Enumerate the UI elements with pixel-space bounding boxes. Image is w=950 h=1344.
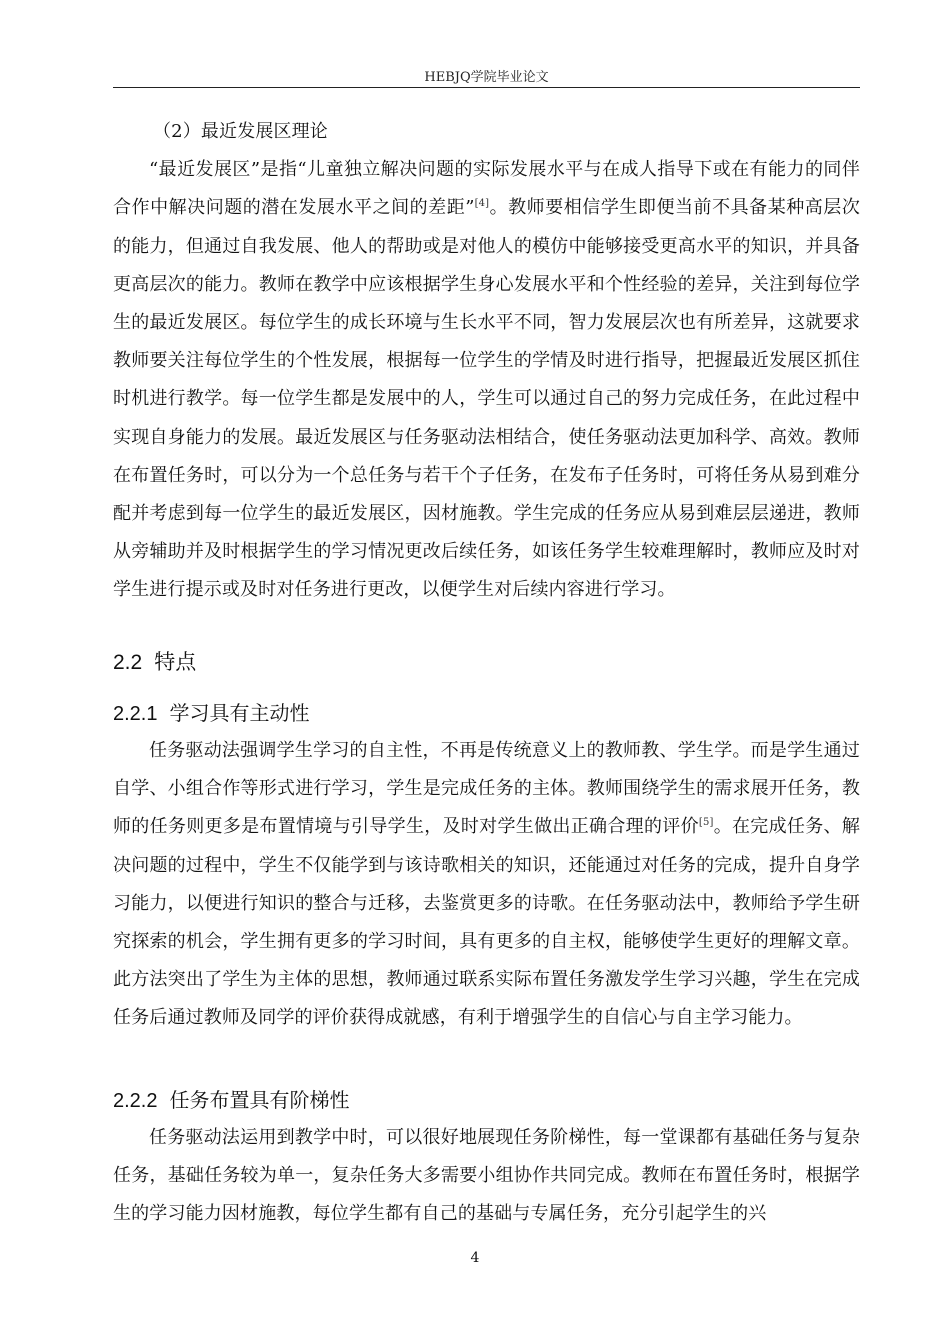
paragraph-initiative-text-2: 。在完成任务、解决问题的过程中，学生不仅能学到与该诗歌相关的知识，还能通过对任务的完成，提升自身学习能力，以便进行知识的整合与迁移，去鉴赏更多的诗歌。在任务驱动法中，教师给予学生研究探索的机会，学生拥有更多的学习时间，具有更多的自主权，能够使学生更好的理解文章。此方法突出了学生为主体的思想，教师通过联系实际布置任务激发学生学习兴趣，学生在完成任务后通过教师及同学的评价获得成就感，有利于增强学生的自信心与自主学习能力。 <box>113 816 861 1029</box>
section-initiative <box>113 732 860 1038</box>
heading-2-2 <box>113 646 196 676</box>
page-number: 4 <box>470 1250 480 1266</box>
paragraph-gradient: 任务驱动法运用到教学中时，可以很好地展现任务阶梯性，每一堂课都有基础任务与复杂任务，基础任务较为单一，复杂任务大多需要小组协作共同完成。教师在布置任务时，根据学生的学习能力因材施教，每位学生都有自己的基础与专属任务，充分引起学生的兴 <box>113 1127 860 1225</box>
paragraph-initiative-text-1: 任务驱动法强调学生学习的自主性，不再是传统意义上的教师教、学生学。而是学生通过自学、小组合作等形式进行学习，学生是完成任务的主体。教师围绕学生的需求展开任务，教师的任务则更多是布置情境与引导学生，及时对学生做出正确合理的评价 <box>113 740 860 838</box>
heading-2-2-2-title: 任务布置具有阶梯性 <box>169 1088 350 1112</box>
heading-2-2-1-title: 学习具有主动性 <box>169 701 310 725</box>
heading-2-2-2 <box>113 1084 349 1113</box>
citation-4: [4] <box>474 198 490 210</box>
heading-2-2-number: 2.2 <box>113 651 143 674</box>
paragraph-zpd <box>113 151 860 609</box>
paragraph-initiative <box>113 732 860 1038</box>
paragraph-zpd-text-2: 。教师要相信学生即便当前不具备某种高层次的能力，但通过自我发展、他人的帮助或是对他人的模仿中能够接受更高水平的知识，并具备更高层次的能力。教师在教学中应该根据学生身心发展水平和个性经验的差异，关注到每位学生的最近发展区。每位学生的成长环境与生长水平不同，智力发展层次也有所差异，这就要求教师要关注每位学生的个性发展，根据每一位学生的学情及时进行指导，把握最近发展区抓住时机进行教学。每一位学生都是发展中的人，学生可以通过自己的努力完成任务，在此过程中实现自身能力的发展。最近发展区与任务驱动法相结合，使任务驱动法更加科学、高效。教师在布置任务时，可以分为一个总任务与若干个子任务，在发布子任务时，可将任务从易到难分配并考虑到每一位学生的最近发展区，因材施教。学生完成的任务应从易到难层层递进，教师从旁辅助并及时根据学生的学习情况更改后续任务，如该任务学生较难理解时，教师应及时对学生进行提示或及时对任务进行更改，以便学生对后续内容进行学习。 <box>113 197 860 601</box>
subheading-zpd: （2）最近发展区理论 <box>153 121 328 142</box>
heading-2-2-1-number: 2.2.1 <box>113 703 158 725</box>
section-zpd <box>113 113 860 610</box>
page-header: HEBJQ学院毕业论文 <box>424 70 549 85</box>
citation-5: [5] <box>698 817 714 829</box>
paragraph-zpd-text-1: “最近发展区”是指“儿童独立解决问题的实际发展水平与在成人指导下或在有能力的同伴合作中解决问题的潜在发展水平之间的差距” <box>113 159 860 219</box>
section-gradient <box>113 1119 860 1234</box>
heading-2-2-2-number: 2.2.2 <box>113 1090 158 1112</box>
header-rule <box>113 87 860 88</box>
heading-2-2-title: 特点 <box>154 650 197 674</box>
heading-2-2-1 <box>113 697 309 726</box>
